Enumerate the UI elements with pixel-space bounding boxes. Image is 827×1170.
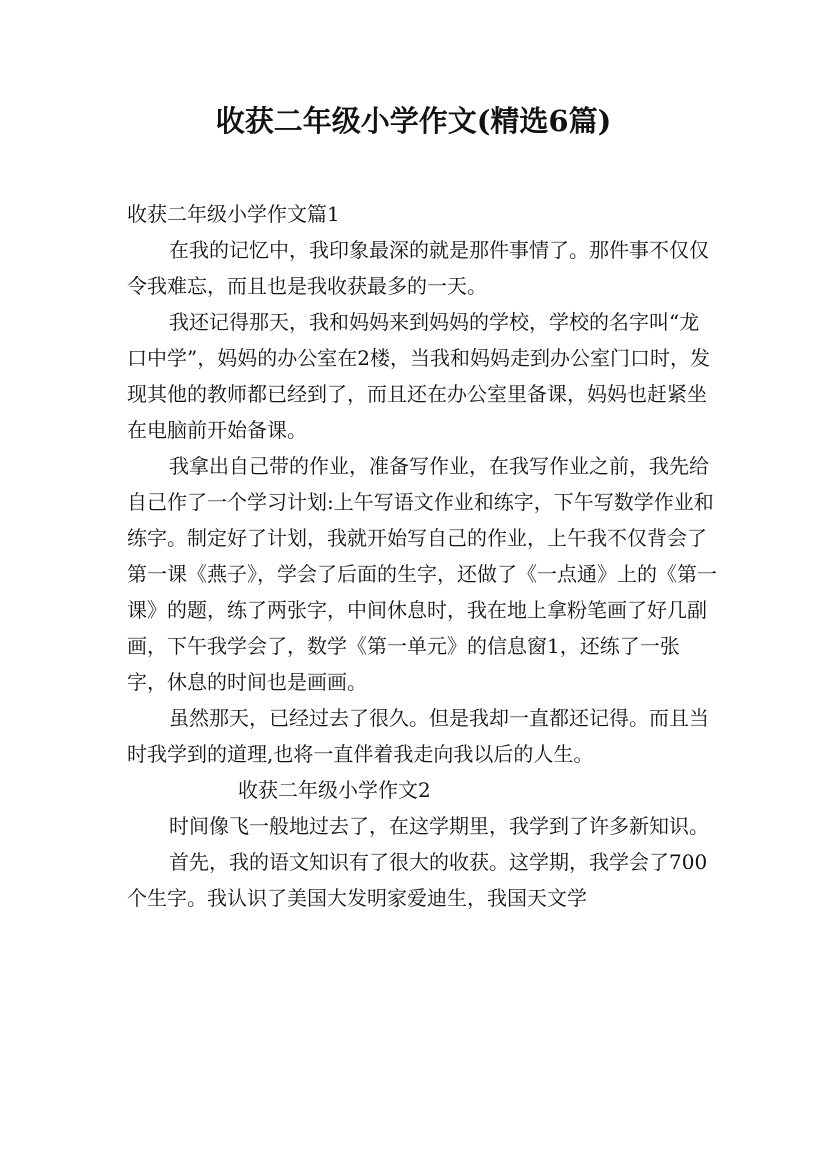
paragraph: 时间像飞一般地过去了，在这学期里，我学到了许多新知识。 <box>169 814 709 838</box>
document-body <box>127 196 717 916</box>
paragraph: 首先，我的语文知识有了很大的收获。这学期，我学会了700个生字。我认识了美国大发明家爱迪生，我国天文学 <box>127 850 708 910</box>
section-heading-1: 收获二年级小学作文篇1 <box>127 202 340 226</box>
paragraph: 虽然那天，已经过去了很久。但是我却一直都还记得。而且当时我学到的道理,也将一直伴着我走向我以后的人生。 <box>127 706 709 766</box>
section-heading-2: 收获二年级小学作文2 <box>238 778 431 802</box>
paragraph: 我拿出自己带的作业，准备写作业，在我写作业之前，我先给自己作了一个学习计划:上午写语文作业和练字，下午写数学作业和练字。制定好了计划，我就开始写自己的作业，上午我不仅背会了第一课《燕子》，学会了后面的生字，还做了《一点通》上的《第一课》的题，练了两张字，中间休息时，我在地上拿粉笔画了好几副画，下午我学会了，数学《第一单元》的信息窗1，还练了一张字，休息的时间也是画画。 <box>127 454 717 694</box>
document-title: 收获二年级小学作文(精选6篇) <box>215 104 612 138</box>
paragraph: 在我的记忆中，我印象最深的就是那件事情了。那件事不仅仅令我难忘，而且也是我收获最多的一天。 <box>127 238 709 298</box>
paragraph: 我还记得那天，我和妈妈来到妈妈的学校，学校的名字叫“龙口中学”，妈妈的办公室在2楼，当我和妈妈走到办公室门口时，发现其他的教师都已经到了，而且还在办公室里备课，妈妈也赶紧坐在电脑前开始备课。 <box>127 310 710 442</box>
